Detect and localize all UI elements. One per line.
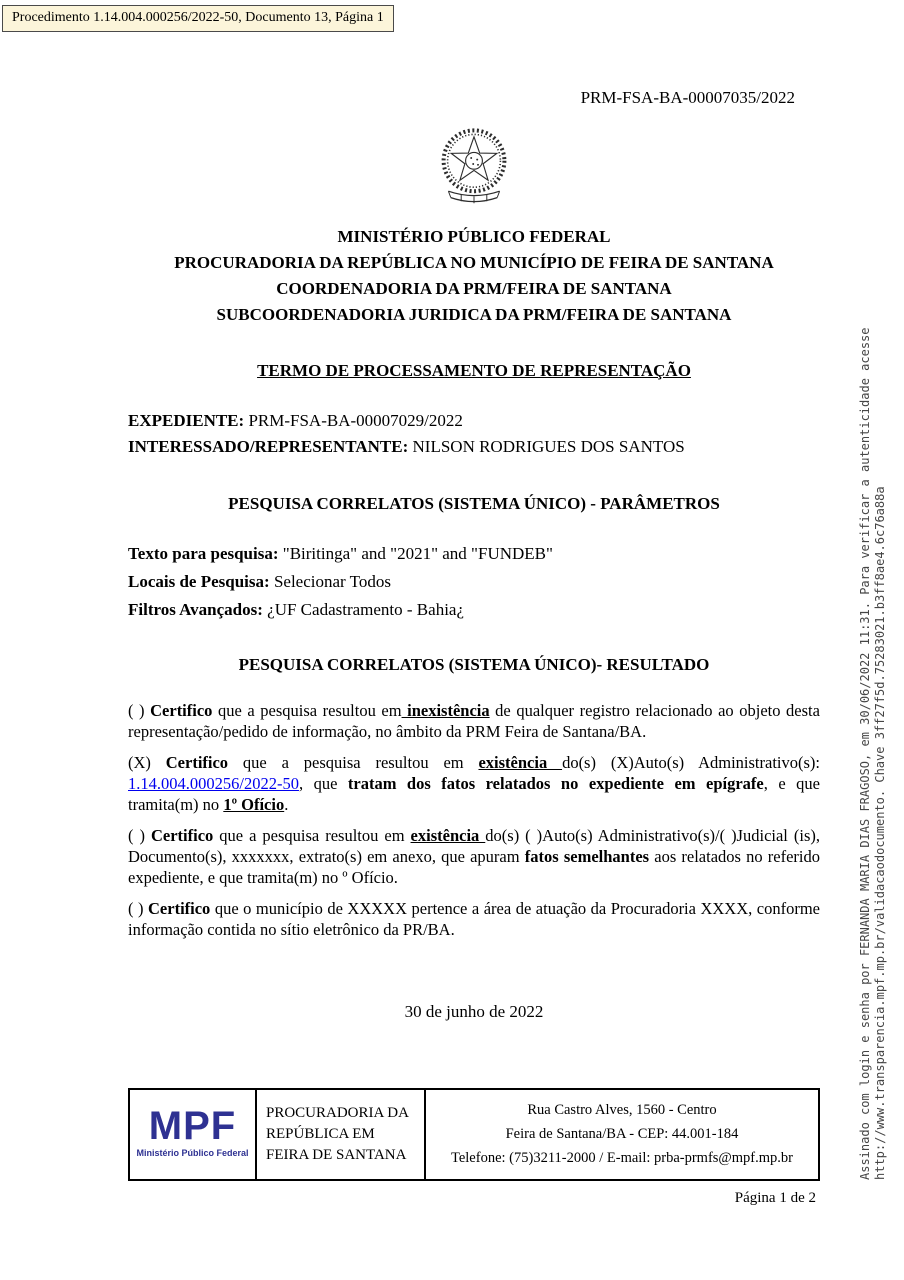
- document-number: PRM-FSA-BA-00007035/2022: [580, 88, 795, 107]
- paragraph-text: que a pesquisa resultou em: [212, 701, 402, 720]
- procedure-link[interactable]: 1.14.004.000256/2022-50: [128, 774, 299, 793]
- paragraph-text: que a pesquisa resultou em: [228, 753, 479, 772]
- paragraph-text: existência: [478, 753, 563, 772]
- paragraph-text: tratam dos fatos relatados no expediente em epígrafe: [347, 774, 764, 793]
- signature-note-line-1: Assinado com login e senha por FERNANDA MARIA DIAS FRAGOSO, em 30/06/2022 11:31. Para verificar a autenticidade acesse: [858, 327, 872, 1180]
- procedure-banner: Procedimento 1.14.004.000256/2022-50, Documento 13, Página 1: [2, 5, 394, 32]
- page-number: Página 1 de 2: [734, 1190, 816, 1206]
- paragraph-text: de qualquer registro relacionado ao objeto desta representação/pedido de informação, no âmbito da PRM Feira de Santana/BA.: [128, 701, 820, 741]
- expediente-line: [128, 408, 820, 434]
- paragraph-text: que o município de XXXXX pertence a área de atuação da Procuradoria XXXX, conforme informação contida no sítio eletrônico da PR/BA.: [128, 899, 820, 939]
- field-locais-pesquisa: [128, 568, 820, 596]
- paragraph-text: do(s) (X)Auto(s) Administrativo(s):: [562, 753, 820, 772]
- paragraph-text: aos relatados no referido expediente, e que tramita(m) no º Ofício.: [128, 847, 821, 887]
- signature-note: [858, 280, 888, 1180]
- field-texto-pesquisa: [128, 540, 820, 568]
- section-heading-resultado: PESQUISA CORRELATOS (SISTEMA ÚNICO)- RESULTADO: [238, 655, 710, 674]
- org-header-line-3: COORDENADORIA DA PRM/FEIRA DE SANTANA: [276, 279, 672, 298]
- org-header-line-1: MINISTÉRIO PÚBLICO FEDERAL: [337, 227, 611, 246]
- document-title: TERMO DE PROCESSAMENTO DE REPRESENTAÇÃO: [257, 361, 691, 380]
- interessado-value: NILSON RODRIGUES DOS SANTOS: [412, 437, 685, 456]
- certifico-paragraph: [128, 700, 820, 742]
- document-body: [128, 0, 820, 1022]
- expediente-label: EXPEDIENTE:: [128, 411, 245, 430]
- interessado-line: [128, 434, 820, 460]
- paragraph-text: inexistência: [401, 701, 490, 720]
- paragraph-text: existência: [410, 826, 486, 845]
- paragraph-text: ( ): [128, 826, 151, 845]
- paragraph-text: Certifico: [165, 753, 229, 772]
- paragraph-text: , que: [298, 774, 348, 793]
- mpf-logo: [130, 1090, 257, 1179]
- paragraph-text: (X): [128, 753, 166, 772]
- field-label: Texto para pesquisa:: [128, 544, 279, 563]
- certifico-paragraph: [128, 752, 820, 815]
- resultado-paragraphs: [128, 700, 820, 940]
- field-label: Locais de Pesquisa:: [128, 572, 270, 591]
- field-filtros-avancados: [128, 596, 820, 624]
- certifico-paragraph: [128, 825, 820, 888]
- paragraph-text: Certifico: [148, 899, 211, 918]
- footer-table: [128, 1088, 820, 1181]
- mpf-logo-caption: Ministério Público Federal: [136, 1147, 249, 1158]
- paragraph-text: , e que tramita(m) no: [128, 774, 820, 814]
- address-line-1: Rua Castro Alves, 1560 - Centro: [527, 1101, 717, 1118]
- search-parameters: [128, 540, 820, 624]
- certifico-paragraph: [128, 898, 820, 940]
- address-line-3: Telefone: (75)3211-2000 / E-mail: prba-prmfs@mpf.mp.br: [451, 1150, 793, 1167]
- address-cell: [426, 1090, 818, 1179]
- field-value: Selecionar Todos: [273, 572, 391, 591]
- address-line-2: Feira de Santana/BA - CEP: 44.001-184: [505, 1125, 739, 1142]
- paragraph-text: fatos semelhantes: [524, 847, 650, 866]
- paragraph-text: que a pesquisa resultou em: [213, 826, 411, 845]
- mpf-logo-acronym: MPF: [148, 1103, 237, 1148]
- paragraph-text: Certifico: [150, 701, 213, 720]
- reference-block: [128, 408, 820, 460]
- paragraph-text: 1º Ofício: [223, 795, 285, 814]
- field-label: Filtros Avançados:: [128, 600, 263, 619]
- paragraph-text: .: [284, 795, 289, 814]
- field-value: "Biritinga" and "2021" and "FUNDEB": [282, 544, 553, 563]
- paragraph-text: ( ): [128, 701, 151, 720]
- field-value: ¿UF Cadastramento - Bahia¿: [267, 600, 465, 619]
- paragraph-text: do(s) ( )Auto(s) Administrativo(s)/( )Judicial (is), Documento(s), xxxxxxx, extrato(s) em anexo, que apuram: [128, 826, 820, 866]
- org-header: [128, 224, 820, 328]
- org-header-line-2: PROCURADORIA DA REPÚBLICA NO MUNICÍPIO DE FEIRA DE SANTANA: [174, 253, 774, 272]
- signature-note-line-2: http://www.transparencia.mpf.mp.br/validacaodocumento. Chave 3ff27f5d.75283021.b3ff8ae4.6c76a88a: [873, 486, 887, 1180]
- interessado-label: INTERESSADO/REPRESENTANTE:: [128, 437, 409, 456]
- paragraph-text: ( ): [128, 899, 149, 918]
- section-heading-parametros: PESQUISA CORRELATOS (SISTEMA ÚNICO) - PARÂMETROS: [228, 494, 720, 513]
- date-line: 30 de junho de 2022: [404, 1002, 544, 1021]
- org-header-line-4: SUBCOORDENADORIA JURIDICA DA PRM/FEIRA DE SANTANA: [216, 305, 732, 324]
- office-name-cell: [257, 1090, 426, 1179]
- paragraph-text: Certifico: [150, 826, 214, 845]
- expediente-value: PRM-FSA-BA-00007029/2022: [248, 411, 463, 430]
- office-name: PROCURADORIA DA REPÚBLICA EM FEIRA DE SANTANA: [266, 1105, 409, 1163]
- brazil-coat-of-arms-icon: [434, 124, 514, 212]
